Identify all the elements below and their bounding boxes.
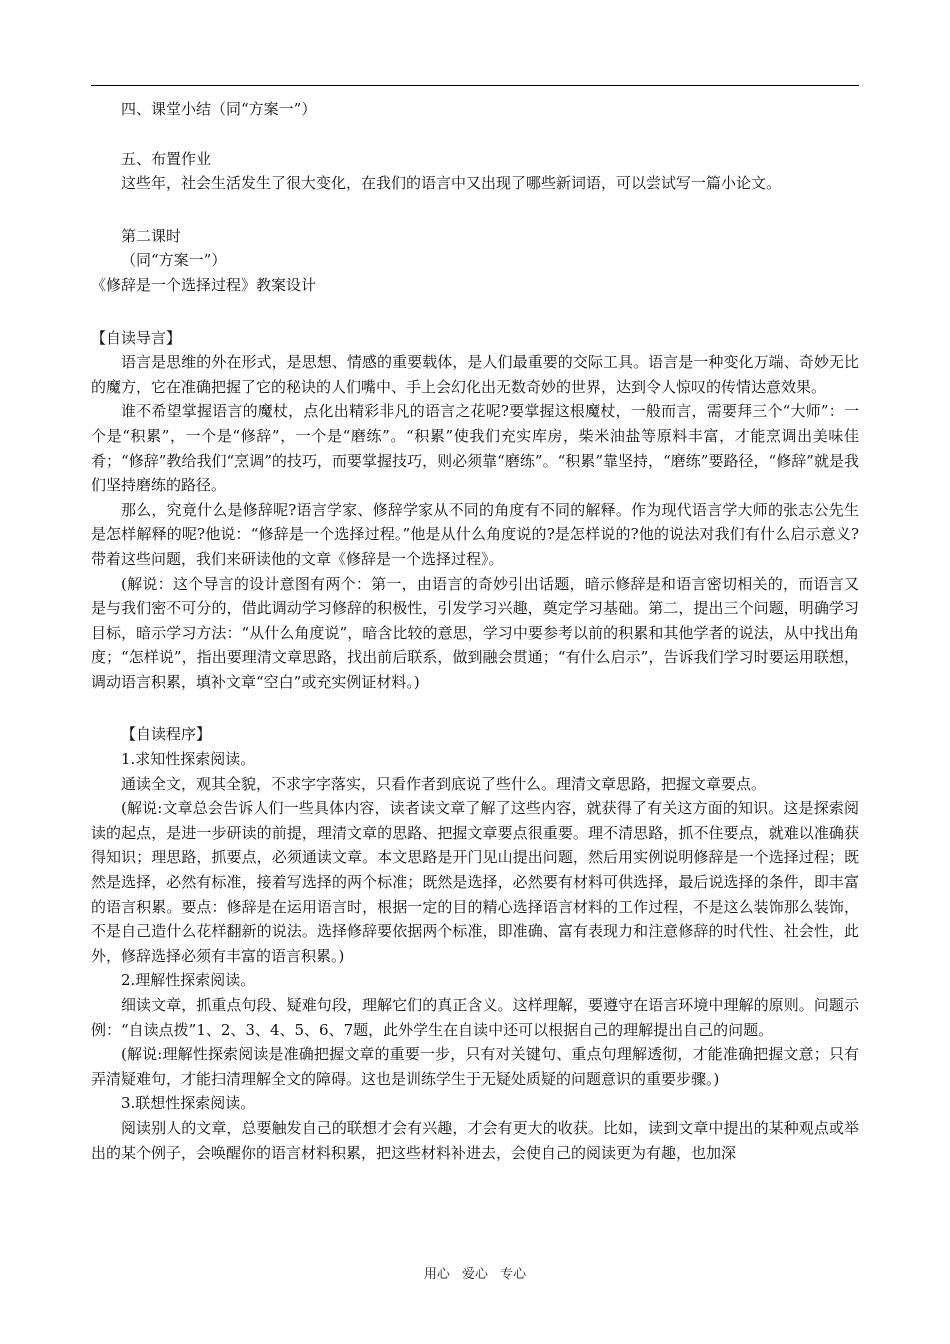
commentary-paragraph: (解说:理解性探索阅读是准确把握文章的重要一步，只有对关键句、重点句理解透彻，才能准确把握文意；只有弄清疑难句，才能扫清理解全文的障碍。这也是训练学生于无疑处质疑的问题意识的重要步骤。) [91, 1045, 859, 1088]
footer-item: 爱心 [461, 1267, 488, 1282]
page-body [91, 97, 859, 1165]
commentary-paragraph: (解说：这个导言的设计意图有两个：第一，由语言的奇妙引出话题，暗示修辞是和语言密切相关的，而语言又是与我们密不可分的，借此调动学习修辞的积极性，引发学习兴趣，奠定学习基础。第二，提出三个问题，明确学习目标，暗示学习方法：“从什么角度说”，暗含比较的意思，学习中要参考以前的积累和其他学者的说法，从中找出角度；“怎样说”，指出要理清文章思路，找出前后联系，做到融会贯通；“有什么启示”，告诉我们学习时要运用联想，调动语言积累，填补文章“空白”或充实例证材料。) [91, 574, 859, 691]
paragraph: 谁不希望掌握语言的魔杖，点化出精彩非凡的语言之花呢?要掌握这根魔杖，一般而言，需要拜三个“大师”：一个是“积累”，一个是“修辞”，一个是“磨练”。“积累”使我们充实库房，柴米油盐等原料丰富，才能烹调出美味佳肴；“修辞”教给我们“烹调”的技巧，而要掌握技巧，则必须靠“磨练”。“积累”靠坚持，“磨练”要路径，“修辞”就是我们坚持磨练的路径。 [91, 402, 859, 495]
step-heading: 3.联想性探索阅读。 [121, 1094, 256, 1113]
section-heading-homework: 五、布置作业 [121, 149, 212, 168]
paragraph: 细读文章，抓重点句段、疑难句段，理解它们的真正含义。这样理解，要遵守在语言环境中理解的原则。问题示例：“自读点拨”1、2、3、4、5、6、7题，此外学生在自读中还可以根据自己的理解提出自己的问题。 [91, 996, 859, 1039]
section-heading-procedure: 【自读程序】 [121, 725, 212, 744]
section-heading-summary: 四、课堂小结（同“方案一”） [121, 100, 317, 118]
paragraph: 通读全文，观其全貌，不求字字落实，只看作者到底说了些什么。理清文章思路，把握文章要点。 [121, 774, 767, 793]
paragraph: 那么，究竟什么是修辞呢?语言学家、修辞学家从不同的角度有不同的解释。作为现代语言学大师的张志公先生是怎样解释的呢?他说：“修辞是一个选择过程。”他是从什么角度说的?是怎样说的?他的说法对我们有什么启示意义?带着这些问题，我们来研读他的文章《修辞是一个选择过程》。 [91, 500, 859, 568]
commentary-paragraph: (解说:文章总会告诉人们一些具体内容，读者读文章了解了这些内容，就获得了有关这方面的知识。这是探索阅读的起点，是进一步研读的前提，理清文章的思路、把握文章要点很重要。理不清思路，抓不住要点，就难以准确获得知识；理思路，抓要点，必须通读文章。本文思路是开门见山提出问题，然后用实例说明修辞是一个选择过程；既然是选择，必然有标准，接着写选择的两个标准；既然是选择，必然要有材料可供选择，最后说选择的条件，即丰富的语言积累。要点：修辞是在运用语言时，根据一定的目的精心选择语言材料的工作过程，不是这么装饰那么装饰，不是自己造什么花样翻新的说法。选择修辞要依据两个标准，即准确、富有表现力和注意修辞的时代性、社会性，此外，修辞选择必须有丰富的语言积累。) [91, 799, 859, 965]
lesson-two-note: （同“方案一”） [121, 251, 227, 270]
document-title: 《修辞是一个选择过程》教案设计 [91, 275, 317, 294]
step-heading: 2.理解性探索阅读。 [121, 971, 256, 990]
section-heading-intro: 【自读导言】 [91, 328, 182, 347]
lesson-two-heading: 第二课时 [121, 226, 182, 245]
step-heading: 1.求知性探索阅读。 [121, 750, 256, 769]
homework-text: 这些年，社会生活发生了很大变化，在我们的语言中又出现了哪些新词语，可以尝试写一篇小论文。 [121, 174, 782, 193]
footer-item: 用心 [423, 1267, 450, 1282]
page-footer [0, 1263, 950, 1282]
header-rule [91, 85, 859, 86]
paragraph: 语言是思维的外在形式，是思想、情感的重要载体，是人们最重要的交际工具。语言是一种变化万端、奇妙无比的魔方，它在准确把握了它的秘诀的人们嘴中、手上会幻化出无数奇妙的世界，达到令人惊叹的传情达意效果。 [91, 353, 859, 396]
footer-item: 专心 [500, 1267, 527, 1282]
paragraph: 阅读别人的文章，总要触发自己的联想才会有兴趣，才会有更大的收获。比如，读到文章中提出的某种观点或举出的某个例子，会唤醒你的语言材料积累，把这些材料补进去，会使自己的阅读更为有趣，也加深 [91, 1118, 859, 1162]
